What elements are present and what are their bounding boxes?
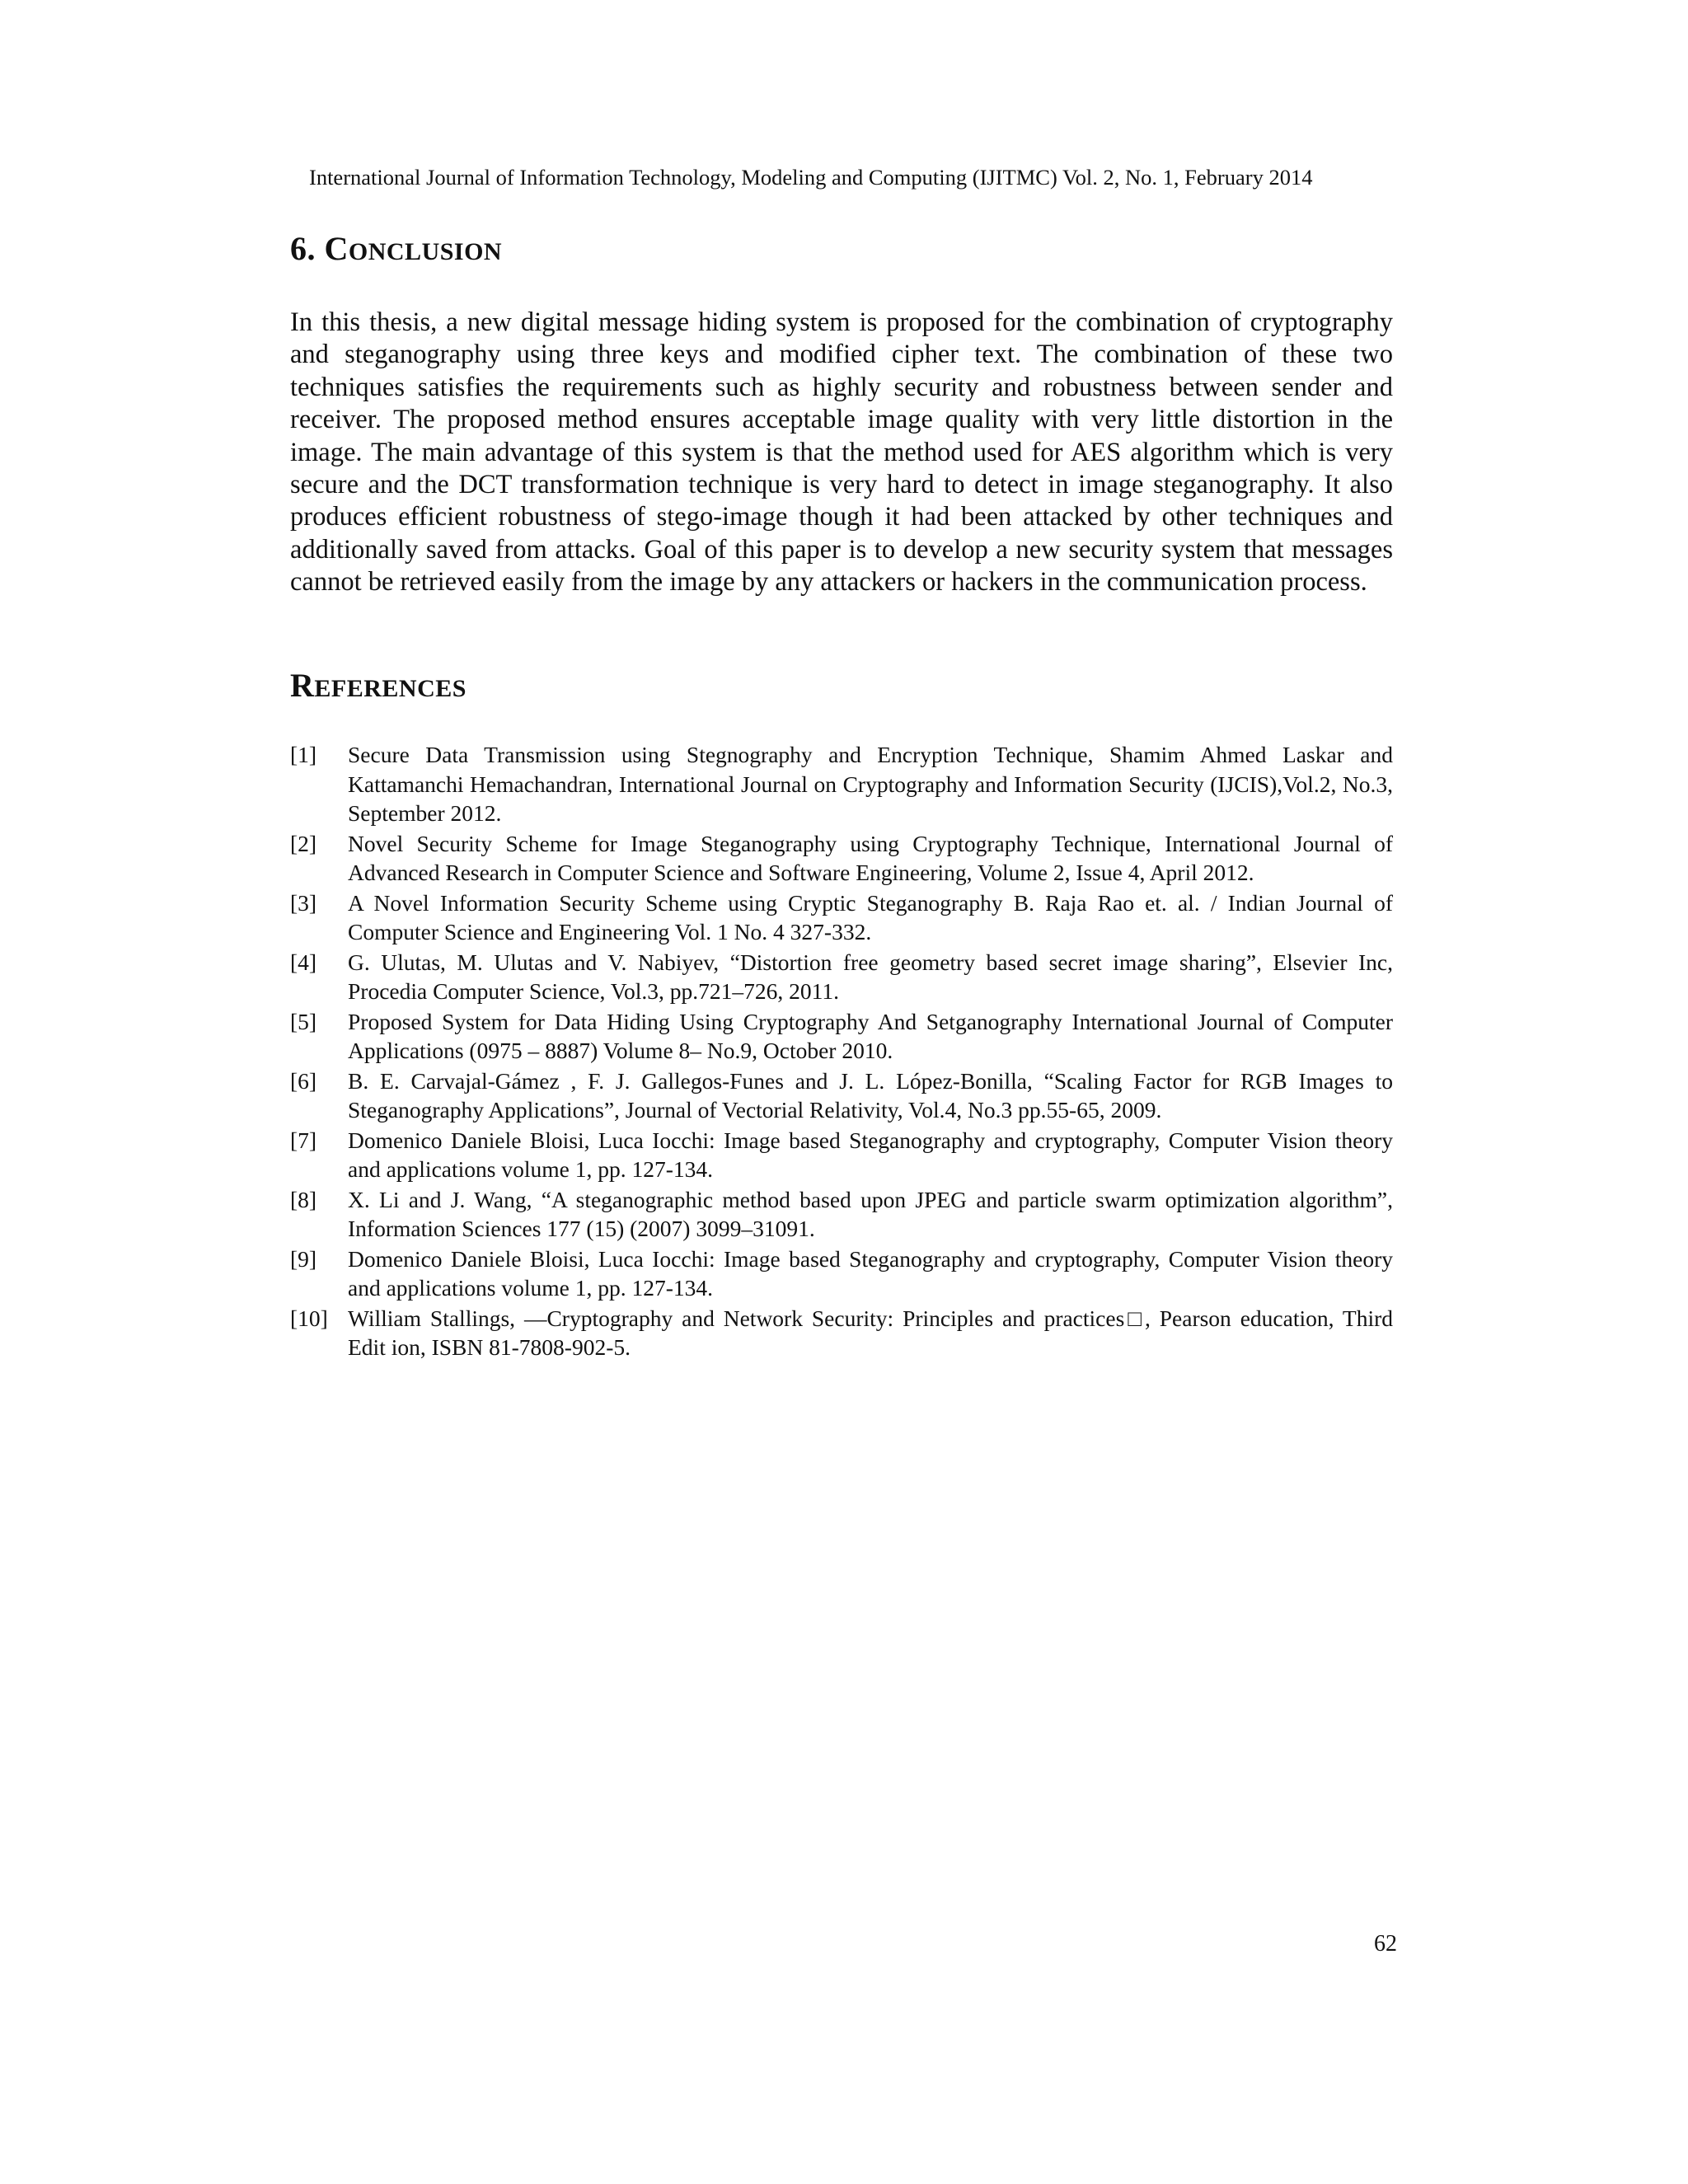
conclusion-heading-rest: ONCLUSION [348,238,503,265]
reference-text: Novel Security Scheme for Image Steganography using Cryptography Technique, International Journal of Advanced Research in Computer Science and Software Engineering, Volume 2, Issue 4, April 2012. [348,830,1393,885]
reference-item-8 [290,1185,1393,1244]
reference-number: [10] [290,1305,328,1331]
conclusion-heading [290,229,502,272]
reference-item-4 [290,948,1393,1006]
reference-text: Secure Data Transmission using Stegnography and Encryption Technique, Shamim Ahmed Laskar and Kattamanchi Hemachandran, International Journal on Cryptography and Information Security (IJCIS),Vol.2, No.3, September 2012. [348,742,1393,826]
conclusion-paragraph: In this thesis, a new digital message hiding system is proposed for the combination of cryptography and steganography using three keys and modified cipher text. The combination of these two techniques satisfies the requirements such as highly security and robustness between sender and receiver. The proposed method ensures acceptable image quality with very little distortion in the image. The main advantage of this system is that the method used for AES algorithm which is very secure and the DCT transformation technique is very hard to detect in image steganography. It also produces efficient robustness of stego-image though it had been attacked by other techniques and additionally saved from attacks. Goal of this paper is to develop a new security system that messages cannot be retrieved easily from the image by any attackers or hackers in the communication process. [290,307,1393,598]
reference-text: A Novel Information Security Scheme using Cryptic Steganography B. Raja Rao et. al. / Indian Journal of Computer Science and Engineering Vol. 1 No. 4 327-332. [348,889,1393,944]
references-heading-initial: R [290,667,315,704]
reference-item-3 [290,888,1393,947]
reference-text: Domenico Daniele Bloisi, Luca Iocchi: Image based Steganography and cryptography, Computer Vision theory and applications volume 1, pp. 127-134. [348,1127,1393,1182]
reference-text: Proposed System for Data Hiding Using Cryptography And Setganography International Journal of Computer Applications (0975 – 8887) Volume 8– No.9, October 2010. [348,1008,1393,1063]
reference-number: [1] [290,742,317,767]
reference-item-5 [290,1007,1393,1066]
reference-text: B. E. Carvajal-Gámez , F. J. Gallegos-Funes and J. L. López-Bonilla, “Scaling Factor for RGB Images to Steganography Applications”, Journal of Vectorial Relativity, Vol.4, No.3 pp.55-65, 2009. [348,1067,1393,1122]
reference-item-2 [290,829,1393,888]
references-list [290,740,1393,1363]
reference-number: [8] [290,1186,317,1212]
reference-text: Domenico Daniele Bloisi, Luca Iocchi: Image based Steganography and cryptography, Computer Vision theory and applications volume 1, pp. 127-134. [348,1245,1393,1301]
reference-item-9 [290,1244,1393,1303]
reference-number: [5] [290,1008,317,1034]
reference-number: [4] [290,949,317,975]
reference-number: [7] [290,1127,317,1153]
reference-number: [3] [290,889,317,916]
reference-number: [9] [290,1245,317,1272]
reference-text: G. Ulutas, M. Ulutas and V. Nabiyev, “Distortion free geometry based secret image sharing”, Elsevier Inc, Procedia Computer Science, Vol.3, pp.721–726, 2011. [348,949,1393,1004]
references-heading-rest: EFERENCES [314,675,467,702]
reference-item-10 [290,1304,1393,1362]
reference-text: William Stallings, ―Cryptography and Network Security: Principles and practices□, Pearson education, Third Edit ion, ISBN 81-7808-902-5. [348,1305,1393,1360]
reference-item-7 [290,1126,1393,1184]
page-number: 62 [1374,1931,1397,1957]
running-header: International Journal of Information Technology, Modeling and Computing (IJITMC) Vol. 2, No. 1, February 2014 [309,165,1313,190]
references-heading [290,666,467,709]
reference-number: [2] [290,830,317,856]
reference-item-6 [290,1066,1393,1125]
reference-text: X. Li and J. Wang, “A steganographic method based upon JPEG and particle swarm optimization algorithm”, Information Sciences 177 (15) (2007) 3099–31091. [348,1186,1393,1241]
conclusion-heading-initial: 6. C [290,230,349,267]
reference-number: [6] [290,1067,317,1094]
reference-item-1 [290,740,1393,828]
